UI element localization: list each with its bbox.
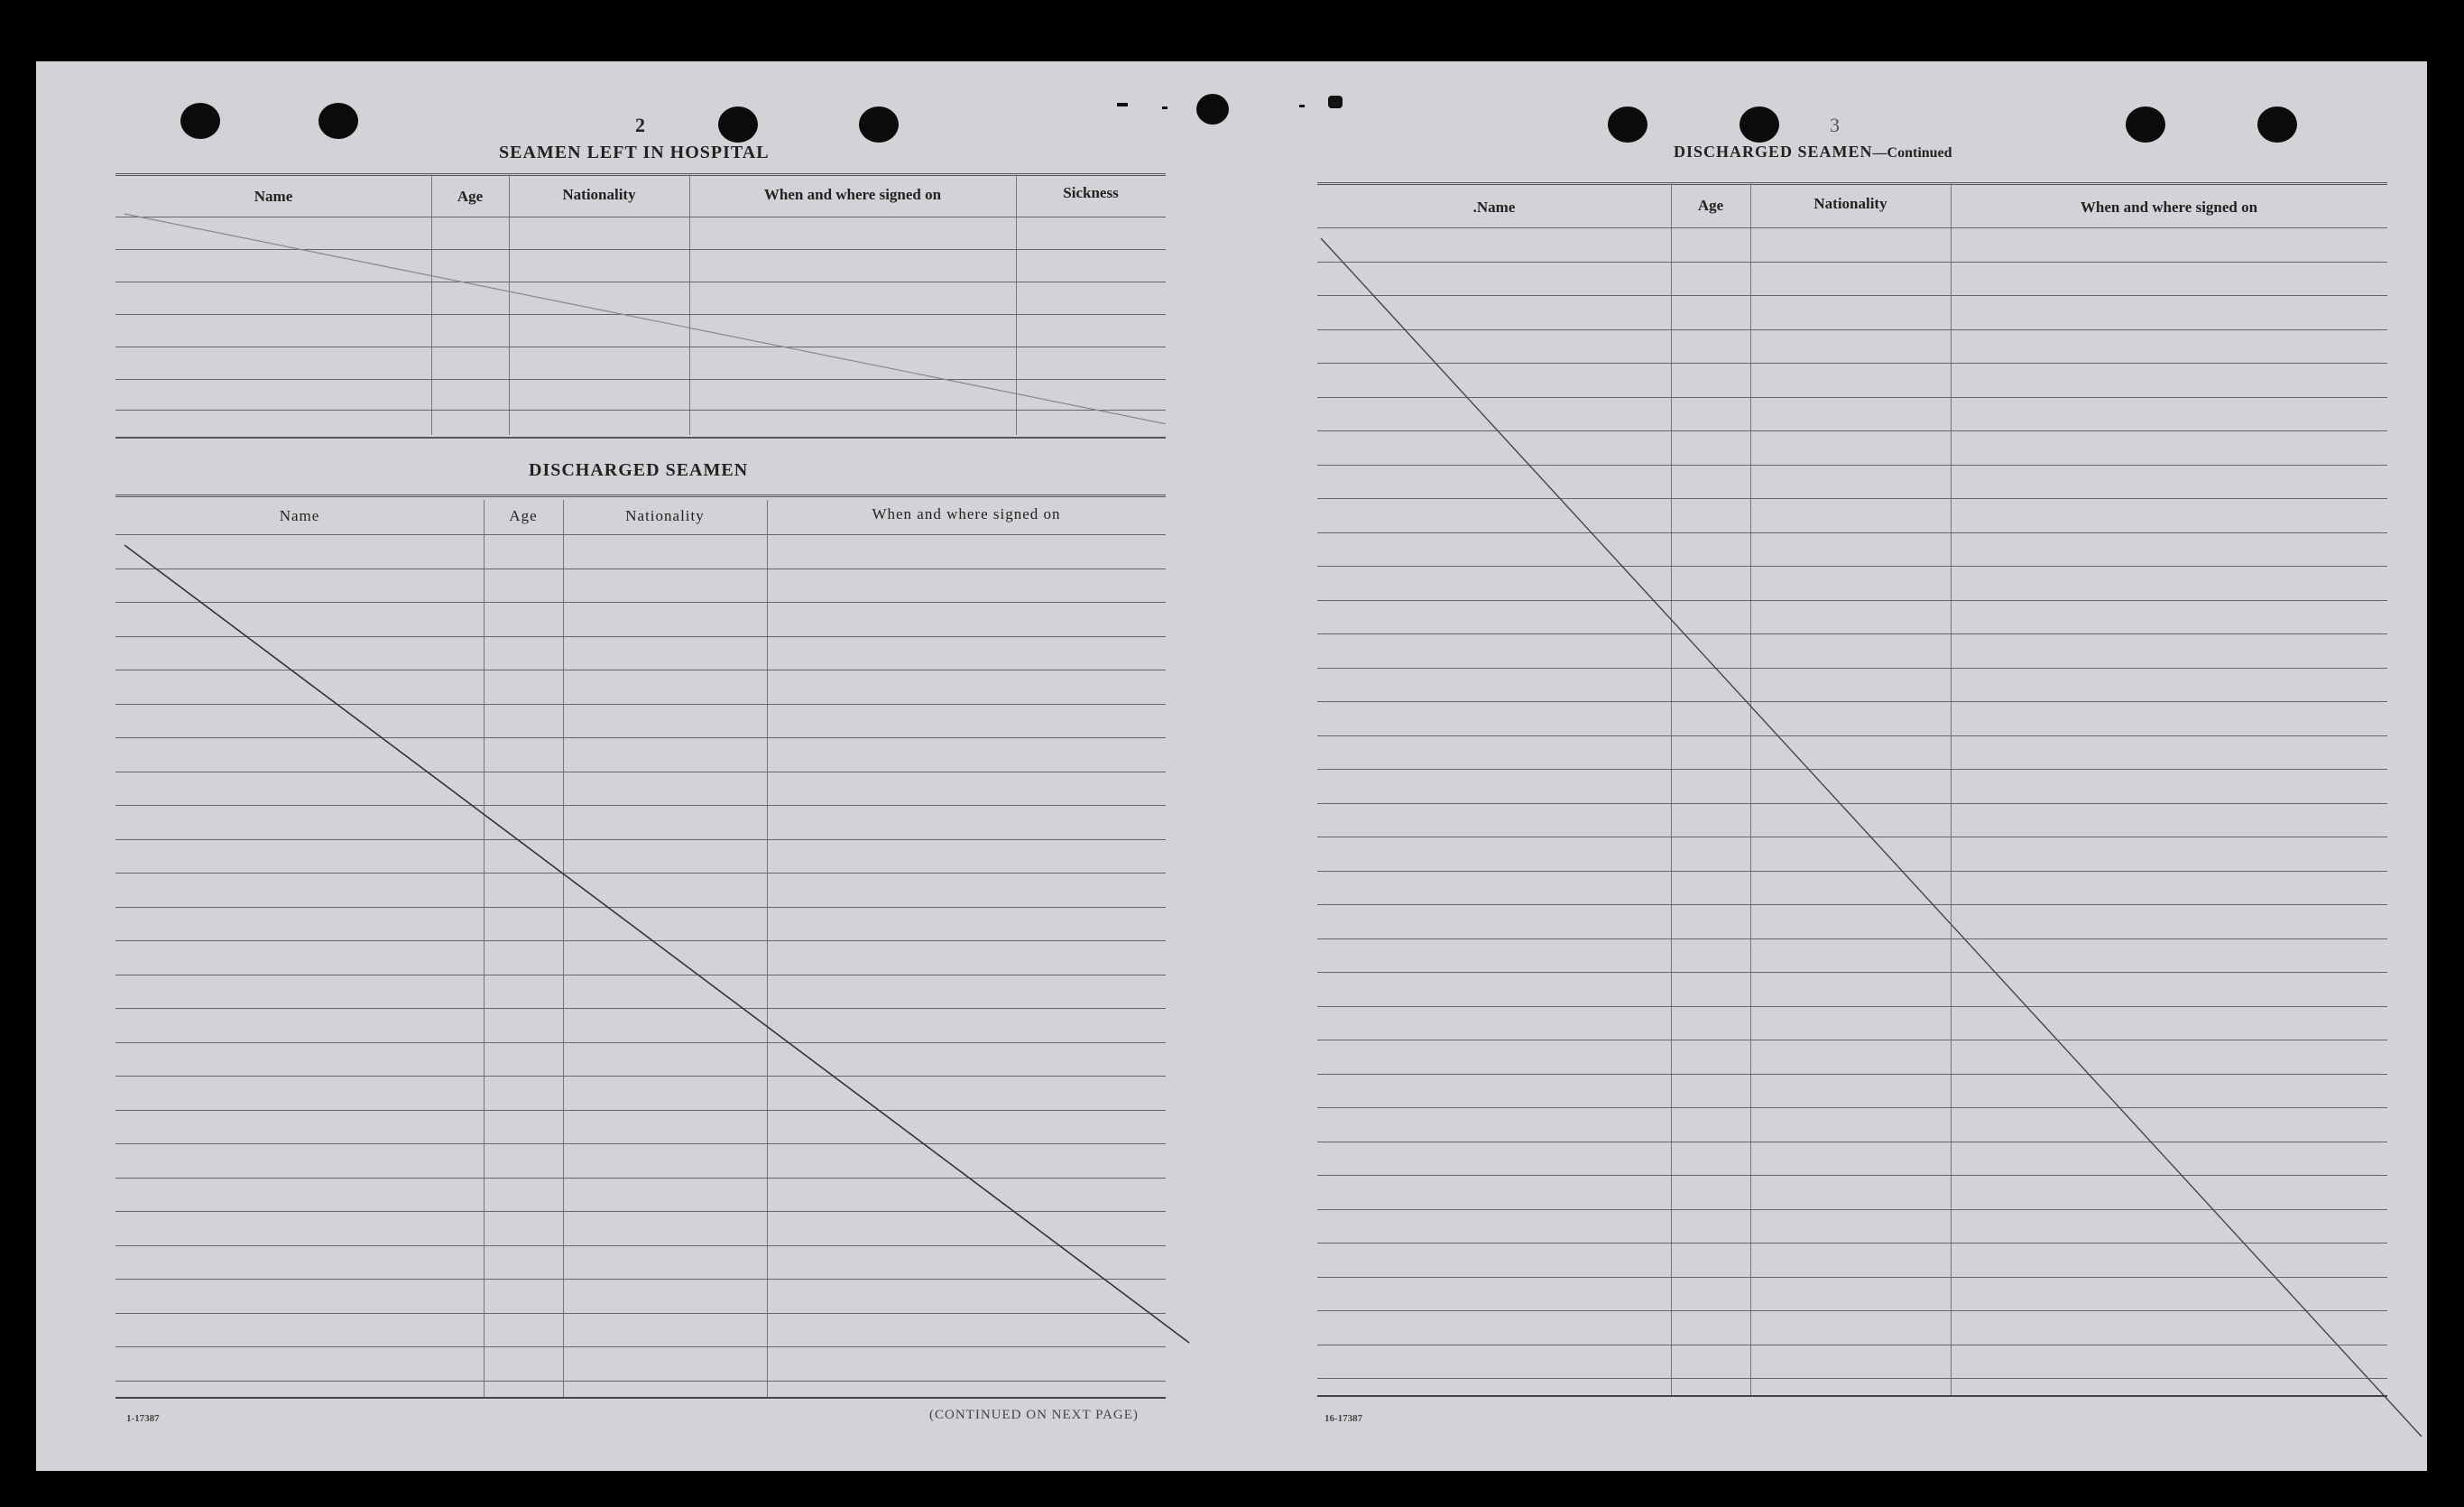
- col-header-signed-on: When and where signed on: [763, 186, 942, 203]
- col-header-age: Age: [1697, 197, 1724, 214]
- title-text: DISCHARGED SEAMEN: [1674, 143, 1873, 161]
- cancel-line: [1317, 182, 2418, 1410]
- discharged-table-right: [1317, 182, 2387, 1406]
- punch-hole: [318, 103, 358, 139]
- cancel-line: [115, 173, 1166, 448]
- page-number: 3: [1830, 114, 1840, 136]
- col-header-signed-on: When and where signed on: [872, 505, 1061, 522]
- col-header-nationality: Nationality: [1813, 195, 1887, 212]
- form-code: 1-17387: [126, 1413, 160, 1424]
- title-suffix: —Continued: [1872, 145, 1952, 161]
- ink-mark: [1117, 103, 1128, 106]
- col-header-nationality: Nationality: [625, 507, 705, 524]
- discharged-table-left: [115, 495, 1166, 1406]
- continued-note: (CONTINUED ON NEXT PAGE): [929, 1408, 1139, 1422]
- punch-hole: [1740, 106, 1779, 143]
- form-code: 16-17387: [1324, 1413, 1363, 1424]
- col-header-name: .Name: [1472, 199, 1516, 216]
- ink-mark: [1328, 96, 1343, 108]
- ink-mark: [1162, 106, 1167, 109]
- punch-hole: [2126, 106, 2165, 143]
- col-header-age: Age: [457, 188, 484, 205]
- col-header-age: Age: [509, 507, 538, 524]
- punch-hole: [718, 106, 758, 143]
- discharged-continued-title: [1674, 143, 1952, 162]
- ink-mark: [1299, 105, 1305, 107]
- punch-hole: [180, 103, 220, 139]
- col-header-name: Name: [254, 188, 293, 205]
- hospital-table: [115, 173, 1166, 448]
- discharged-title: DISCHARGED SEAMEN: [529, 460, 749, 480]
- punch-hole: [1196, 94, 1229, 125]
- col-header-signed-on: When and where signed on: [2080, 199, 2258, 216]
- punch-hole: [2257, 106, 2297, 143]
- punch-hole: [859, 106, 899, 143]
- document-sheet: [36, 61, 2427, 1471]
- page-number: 2: [635, 114, 645, 136]
- col-header-name: Name: [279, 507, 320, 524]
- col-header-sickness: Sickness: [1063, 184, 1119, 201]
- punch-hole: [1608, 106, 1647, 143]
- col-header-nationality: Nationality: [562, 186, 636, 203]
- hospital-title: SEAMEN LEFT IN HOSPITAL: [499, 143, 770, 162]
- cancel-line: [115, 495, 1198, 1406]
